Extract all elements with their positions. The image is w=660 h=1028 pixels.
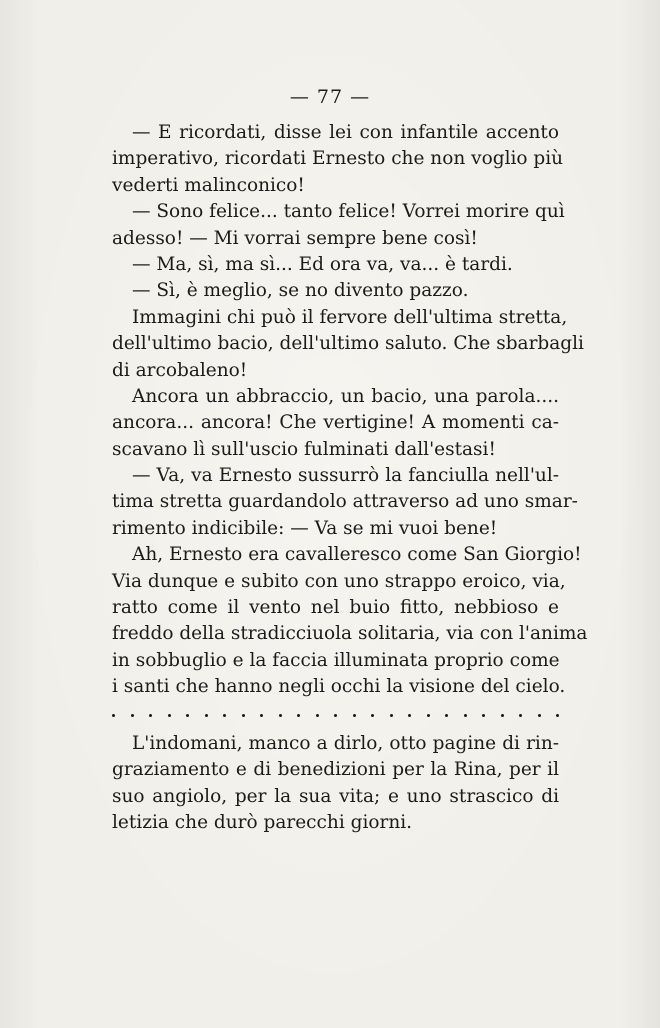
- dot: [445, 714, 448, 717]
- dot: [168, 714, 171, 717]
- dot: [556, 714, 559, 717]
- dot: [316, 714, 319, 717]
- text-line: ratto come il vento nel buio fitto, nebbioso e: [112, 597, 559, 619]
- text-line: dell'ultimo bacio, dell'ultimo saluto. Che sbarbagli: [112, 333, 584, 355]
- text-line: Ancora un abbraccio, un bacio, una parola....: [132, 385, 559, 407]
- page-number: — 77 —: [289, 86, 371, 108]
- dot: [297, 714, 300, 717]
- text-line: i santi che hanno negli occhi la visione del cielo.: [112, 676, 566, 698]
- dot: [205, 714, 208, 717]
- dot: [427, 714, 430, 717]
- text-line: letizia che durò parecchi giorni.: [112, 812, 413, 834]
- dot: [464, 714, 467, 717]
- body-text: [112, 120, 588, 837]
- text-line: — Sono felice... tanto felice! Vorrei morire quì: [132, 201, 565, 223]
- text-line: — E ricordati, disse lei con infantile accento: [132, 122, 559, 143]
- text-line: freddo della stradicciuola solitaria, via con l'anima: [112, 623, 588, 645]
- dot: [371, 714, 374, 717]
- dot: [482, 714, 485, 717]
- section-break-dots: [112, 703, 559, 729]
- text-line: scavano lì sull'uscio fulminati dall'estasi!: [112, 438, 496, 460]
- text-line: in sobbuglio e la faccia illuminata proprio come: [112, 649, 560, 671]
- dot: [131, 714, 134, 717]
- dot: [501, 714, 504, 717]
- text-line: — Sì, è meglio, se no divento pazzo.: [132, 280, 469, 302]
- text-line: adesso! — Mi vorrai sempre bene così!: [112, 227, 478, 249]
- text-line: Immagini chi può il fervore dell'ultima stretta,: [132, 306, 568, 328]
- dot: [334, 714, 337, 717]
- text-line: rimento indicibile: — Va se mi vuoi bene!: [112, 517, 498, 539]
- text-line: ancora... ancora! Che vertigine! A momenti ca-: [112, 412, 559, 434]
- text-line: imperativo, ricordati Ernesto che non voglio più: [112, 148, 564, 170]
- dot: [149, 714, 152, 717]
- dot: [538, 714, 541, 717]
- dot: [390, 714, 393, 717]
- dot: [260, 714, 263, 717]
- text-line: — Va, va Ernesto sussurrò la fanciulla nell'ul-: [132, 465, 559, 487]
- text-line: Via dunque e subito con uno strappo eroico, via,: [112, 570, 566, 592]
- dot: [408, 714, 411, 717]
- text-line: tima stretta guardandolo attraverso ad uno smar-: [112, 491, 578, 513]
- text-line: graziamento e di benedizioni per la Rina, per il: [112, 759, 559, 781]
- paragraphs-before-break: [112, 120, 588, 701]
- dot: [353, 714, 356, 717]
- text-line: suo angiolo, per la sua vita; e uno strascico di: [112, 785, 559, 807]
- dot: [186, 714, 189, 717]
- text-line: Ah, Ernesto era cavalleresco come San Giorgio!: [132, 544, 582, 566]
- paragraph-after-break: [112, 731, 559, 837]
- text-line: L'indomani, manco a dirlo, otto pagine di rin-: [132, 732, 559, 754]
- dot: [279, 714, 282, 717]
- dot: [223, 714, 226, 717]
- dot: [519, 714, 522, 717]
- text-line: di arcobaleno!: [112, 359, 248, 381]
- text-line: — Ma, sì, ma sì... Ed ora va, va... è tardi.: [132, 253, 513, 275]
- dot: [242, 714, 245, 717]
- dot: [112, 714, 115, 717]
- text-line: vederti malinconico!: [112, 174, 305, 196]
